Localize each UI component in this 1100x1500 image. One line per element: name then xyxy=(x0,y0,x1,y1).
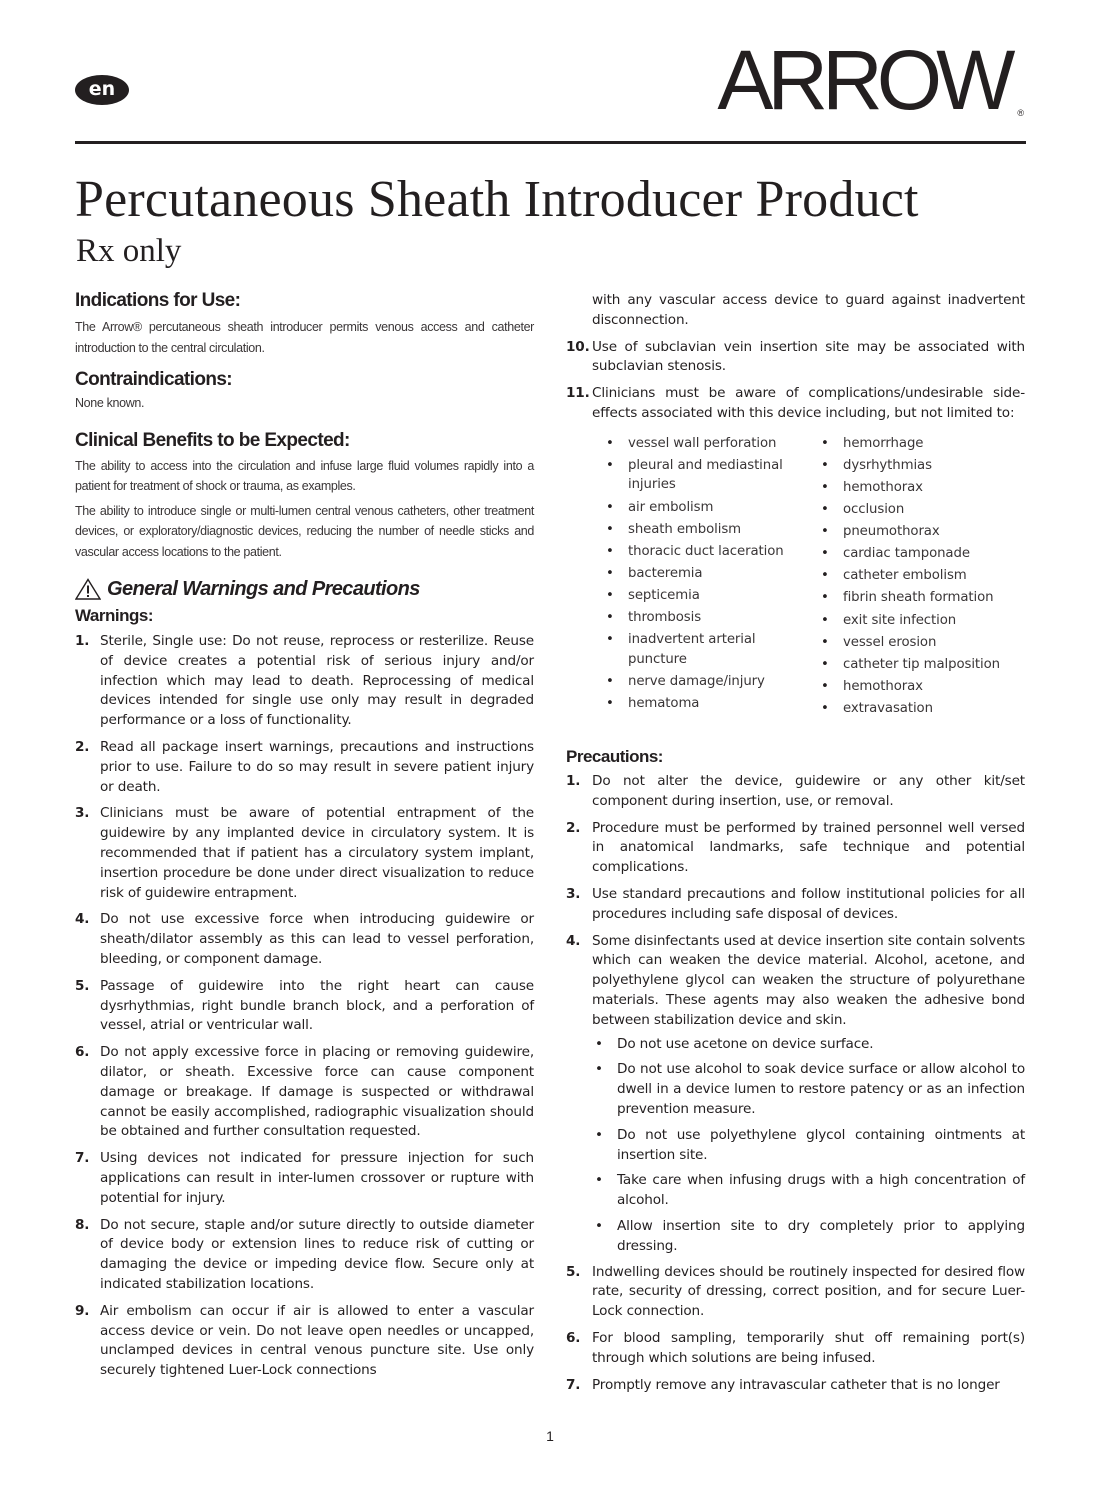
bullet-icon: • xyxy=(821,612,829,628)
general-warnings-heading xyxy=(75,576,534,602)
complication-item: • catheter tip malposition xyxy=(821,655,1021,675)
complication-item: • inadvertent arterial puncture xyxy=(606,632,756,667)
warning-item: 2. Read all package insert warnings, precautions and instructions prior to use. Failure to do so may result in severe patient injury or death. xyxy=(75,738,534,795)
warning-item: 5. Passage of guidewire into the right heart can cause dysrhythmias, right bundle branch block, and a perforation of vessel, atrial or ventricular wall. xyxy=(75,977,534,1034)
indications-heading: Indications for Use: xyxy=(75,290,241,311)
precautions-heading: Precautions: xyxy=(566,747,663,766)
precaution-item: 1. Do not alter the device, guidewire or any other kit/set component during insertion, use, or removal. xyxy=(566,773,1025,809)
bullet-icon: • xyxy=(821,524,829,540)
bullet-icon: • xyxy=(606,565,614,581)
complication-item: • dysrhythmias xyxy=(821,456,1021,476)
complication-item: • nerve damage/injury xyxy=(606,672,813,692)
complication-item: • extravasation xyxy=(821,699,1021,719)
complication-item: • septicemia xyxy=(606,586,813,606)
complication-item: • pleural and mediastinal injuries xyxy=(606,457,783,493)
complication-item: • exit site infection xyxy=(821,611,1021,631)
bullet-icon: • xyxy=(821,568,829,584)
bullet-icon: • xyxy=(821,457,829,473)
bullet-icon: • xyxy=(821,479,829,495)
complication-item: • hemothorax xyxy=(821,478,1021,498)
left-column xyxy=(75,288,534,1388)
warning-item: 6. Do not apply excessive force in placing or removing guidewire, dilator, or sheath. Excessive force can cause component damage or breakage. If damage is suspected or withdrawal cannot be easily accomplished, radiographic visualization should be obtained and further consultation requested. xyxy=(75,1044,534,1140)
precaution-item: 2. Procedure must be performed by trained personnel well versed in anatomical landmarks, safe technique and potential complications. xyxy=(566,819,1025,876)
general-warnings-section xyxy=(75,576,534,1381)
complication-item: • vessel erosion xyxy=(821,633,1021,653)
bullet-icon: • xyxy=(595,1126,603,1143)
precaution-item: 4. Some disinfectants used at device insertion site contain solvents which can weaken the device material. Alcohol, acetone, and polyethylene glycol can weaken the structure of polyurethane materials. These agents may also weaken the adhesive bond between stabilization device and skin. xyxy=(566,932,1025,1028)
warning-item-continued: with any vascular access device to guard against inadvertent disconnection. xyxy=(592,292,1025,328)
complication-item: • sheath embolism xyxy=(606,520,813,540)
complication-item: • occlusion xyxy=(821,500,1021,520)
complication-item: • cardiac tamponade xyxy=(821,544,1021,564)
right-column xyxy=(566,291,1025,1402)
indications-text: The Arrow® percutaneous sheath introducer permits venous access and catheter introduction to the central circulation. xyxy=(75,320,534,355)
complications-column-2 xyxy=(821,434,1021,721)
warning-item: 1. Sterile, Single use: Do not reuse, reprocess or resterilize. Reuse of device creates a potential risk of serious injury and/or infection which may lead to death. Reprocessing of medical devices intended for single use only may result in degraded performance or a loss of functionality. xyxy=(75,633,534,729)
precaution-item: 5. Indwelling devices should be routinely inspected for desired flow rate, security of dressing, correct position, and for secure Luer-Lock connection. xyxy=(566,1263,1025,1320)
bullet-icon: • xyxy=(821,546,829,562)
bullet-icon: • xyxy=(606,695,614,711)
contraindications-section xyxy=(75,367,534,414)
bullet-icon: • xyxy=(821,502,829,518)
precautions-list-continued xyxy=(566,1263,1025,1396)
general-warnings-title: General Warnings and Precautions xyxy=(107,578,420,600)
complication-item: • bacteremia xyxy=(606,564,813,584)
page-subtitle: Rx only xyxy=(76,233,182,269)
precaution-sub-item: • Take care when infusing drugs with a high concentration of alcohol. xyxy=(595,1172,1025,1209)
bullet-icon: • xyxy=(821,435,829,451)
precaution-sub-item: • Allow insertion site to dry completely prior to applying dressing. xyxy=(595,1217,1025,1254)
warning-item: 8. Do not secure, staple and/or suture directly to outside diameter of device body or extension lines to reduce risk of cutting or damaging the device or impeding device flow. Secure only at indicated stabilization locations. xyxy=(75,1216,534,1292)
precautions-section xyxy=(566,745,1025,1395)
warning-triangle-icon xyxy=(75,578,101,600)
bullet-icon: • xyxy=(595,1217,603,1234)
bullet-icon: • xyxy=(821,656,829,672)
bullet-icon: • xyxy=(606,632,614,648)
arrow-logo: ARROW xyxy=(717,33,1010,127)
bullet-icon: • xyxy=(595,1061,603,1078)
complication-item: • hematoma xyxy=(606,694,813,714)
warning-item: 10. Use of subclavian vein insertion site may be associated with subclavian stenosis. xyxy=(566,338,1025,375)
warning-item: 11. Clinicians must be aware of complications/undesirable side-effects associated with this device including, but not limited to: xyxy=(566,385,1025,421)
complication-item: • thoracic duct laceration xyxy=(606,542,813,562)
precaution-item: 7. Promptly remove any intravascular catheter that is no longer xyxy=(566,1376,1000,1393)
clinical-benefit-paragraph: The ability to access into the circulation and infuse large fluid volumes rapidly into a patient for treatment of shock or trauma, as examples. xyxy=(75,458,534,493)
page-title: Percutaneous Sheath Introducer Product xyxy=(75,171,919,228)
clinical-benefit-paragraph: The ability to introduce single or multi-lumen central venous catheters, other treatment devices, or exploratory/diagnostic devices, reducing the number of needle sticks and vascular access locations to the patient. xyxy=(75,503,534,559)
logo-block xyxy=(717,33,1024,127)
precaution-sub-item: • Do not use polyethylene glycol containing ointments at insertion site. xyxy=(595,1126,1025,1163)
clinical-benefits-heading: Clinical Benefits to be Expected: xyxy=(75,429,350,451)
complications-column-1 xyxy=(606,434,821,721)
bullet-icon: • xyxy=(606,587,614,603)
warning-item: 4. Do not use excessive force when introducing guidewire or sheath/dilator assembly as this can lead to vessel perforation, bleeding, or component damage. xyxy=(75,911,534,967)
page-number: 1 xyxy=(546,1428,554,1444)
complication-item: • catheter embolism xyxy=(821,566,1021,586)
bullet-icon: • xyxy=(821,590,829,606)
bullet-icon: • xyxy=(606,499,614,515)
precaution-sub-item: • Do not use acetone on device surface. xyxy=(566,1035,1025,1055)
language-badge: en xyxy=(75,75,129,105)
precaution-sub-bullets xyxy=(566,1035,1025,1257)
bullet-icon: • xyxy=(821,700,829,716)
bullet-icon: • xyxy=(821,634,829,650)
indications-section xyxy=(75,288,534,358)
clinical-benefits-section xyxy=(75,428,534,563)
header-divider xyxy=(75,141,1026,144)
bullet-icon: • xyxy=(606,435,614,451)
complications-list xyxy=(566,434,1025,721)
precautions-list xyxy=(566,772,1025,1031)
registered-mark: ® xyxy=(1017,108,1024,118)
bullet-icon: • xyxy=(821,678,829,694)
warning-item: 7. Using devices not indicated for pressure injection for such applications can result in inter-lumen crossover or rupture with potential for injury. xyxy=(75,1150,534,1206)
bullet-icon: • xyxy=(595,1172,603,1189)
bullet-icon: • xyxy=(606,521,614,537)
bullet-icon: • xyxy=(606,457,614,473)
complication-item: • fibrin sheath formation xyxy=(821,588,1021,608)
precaution-sub-item: • Do not use alcohol to soak device surface or allow alcohol to dwell in a device lumen to restore patency or as an infection prevention measure. xyxy=(595,1061,1025,1117)
precaution-item: 6. For blood sampling, temporarily shut off remaining port(s) through which solutions are being infused. xyxy=(566,1329,1025,1366)
warnings-heading: Warnings: xyxy=(75,606,153,625)
warnings-list-continued xyxy=(566,291,1025,424)
bullet-icon: • xyxy=(606,610,614,626)
bullet-icon: • xyxy=(595,1035,603,1052)
warning-item: 3. Clinicians must be aware of potential entrapment of the guidewire by any implanted device in circulatory system. It is recommended that if patient has a circulatory system implant, insertion procedure be done under direct visualization to reduce risk of guidewire entrapment. xyxy=(75,805,534,901)
complication-item: • pneumothorax xyxy=(821,522,1021,542)
precaution-item: 3. Use standard precautions and follow institutional policies for all procedures including safe disposal of devices. xyxy=(566,885,1025,922)
warnings-list xyxy=(75,632,534,1381)
complication-item: • hemothorax xyxy=(821,677,1021,697)
complication-item: • air embolism xyxy=(606,498,813,518)
complication-item: • vessel wall perforation xyxy=(606,434,813,454)
bullet-icon: • xyxy=(606,673,614,689)
contraindications-heading: Contraindications: xyxy=(75,369,233,390)
bullet-icon: • xyxy=(606,543,614,559)
complication-item: • hemorrhage xyxy=(821,434,1021,454)
contraindications-text: None known. xyxy=(75,396,145,410)
warning-item: 9. Air embolism can occur if air is allowed to enter a vascular access device or vein. Do not leave open needles or uncapped, unclamped devices in central venous puncture site. Use only securely tightened Luer-Lock connections xyxy=(75,1302,534,1379)
complication-item: • thrombosis xyxy=(606,608,813,628)
